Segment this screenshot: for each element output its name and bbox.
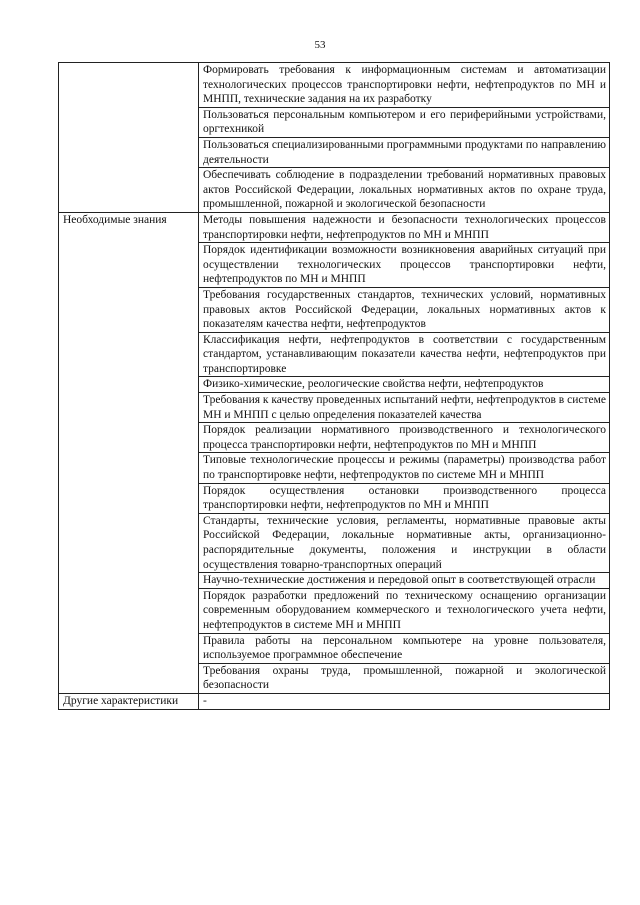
table-cell-item: Обеспечивать соблюдение в подразделении требований нормативных правовых актов Российской Федерации, локальных нормативных актов по охране труда, промышленной, пожарной и экологической безопасности [199, 168, 610, 213]
table-cell-item: Формировать требования к информационным системам и автоматизации технологических процессов транспортировки нефти, нефтепродуктов по МН и МНПП, технические задания на их разработку [199, 63, 610, 108]
table-cell-item: Требования охраны труда, промышленной, пожарной и экологической безопасности [199, 663, 610, 693]
table-cell-item: Научно-технические достижения и передовой опыт в соответствующей отрасли [199, 573, 610, 589]
table-cell-item: Правила работы на персональном компьютере на уровне пользователя, используемое программное обеспечение [199, 633, 610, 663]
table-cell-item: Физико-химические, реологические свойства нефти, нефтепродуктов [199, 377, 610, 393]
row-label-skills-continued [59, 63, 199, 213]
table-cell-item: Требования к качеству проведенных испытаний нефти, нефтепродуктов в системе МН и МНПП с целью определения показателей качества [199, 393, 610, 423]
table-cell-item: Требования государственных стандартов, технических условий, нормативных правовых актов Российской Федерации, локальных нормативных актов к показателям качества нефти, нефтепродуктов [199, 287, 610, 332]
requirements-table [58, 62, 610, 710]
table-cell-item: Порядок разработки предложений по техническому оснащению организации современным оборудованием коммерческого и технологического учета нефти, нефтепродуктов в системе МН и МНПП [199, 588, 610, 633]
table-cell-item: Пользоваться персональным компьютером и его периферийными устройствами, оргтехникой [199, 107, 610, 137]
row-label-knowledge: Необходимые знания [59, 212, 199, 693]
table-row [59, 693, 610, 709]
row-label-other: Другие характеристики [59, 693, 199, 709]
table-cell-item: Стандарты, технические условия, регламенты, нормативные правовые акты Российской Федерации, локальные нормативные акты, организационно-распорядительные документы, положения и инструкции в области осуществления товарно-транспортных операций [199, 513, 610, 572]
table-cell-item: Пользоваться специализированными программными продуктами по направлению деятельности [199, 137, 610, 167]
table-row [59, 212, 610, 242]
table-cell-item: Порядок реализации нормативного производственного и технологического процесса транспортировки нефти, нефтепродуктов по МН и МНПП [199, 423, 610, 453]
table-cell-item: Типовые технологические процессы и режимы (параметры) производства работ по транспортировке нефти, нефтепродуктов по системе МН и МНПП [199, 453, 610, 483]
table-cell-item: - [199, 693, 610, 709]
table-cell-item: Порядок осуществления остановки производственного процесса транспортировки нефти, нефтепродуктов по МН и МНПП [199, 483, 610, 513]
table-row [59, 63, 610, 108]
table-cell-item: Порядок идентификации возможности возникновения аварийных ситуаций при осуществлении технологических процессов транспортировки нефти, нефтепродуктов по МН и МНПП [199, 243, 610, 288]
table-cell-item: Классификация нефти, нефтепродуктов в соответствии с государственным стандартом, устанавливающим показатели качества нефти, нефтепродуктов при транспортировке [199, 332, 610, 377]
table-cell-item: Методы повышения надежности и безопасности технологических процессов транспортировки нефти, нефтепродуктов по МН и МНПП [199, 212, 610, 242]
page-number: 53 [314, 39, 326, 51]
